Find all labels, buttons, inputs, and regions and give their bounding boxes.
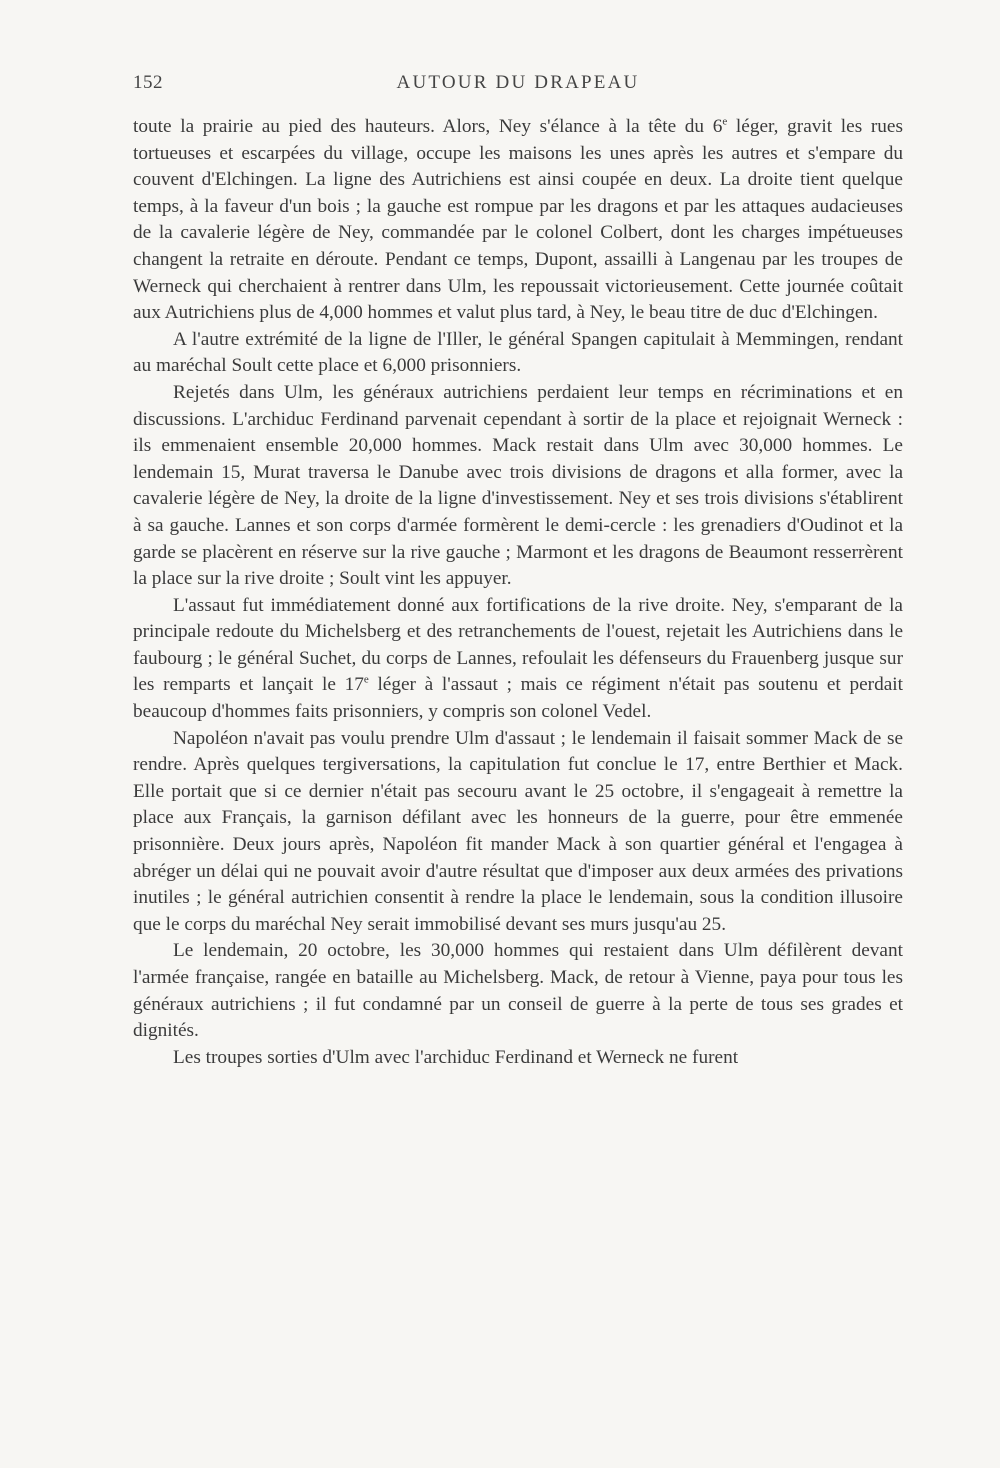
running-title: AUTOUR DU DRAPEAU <box>396 72 640 93</box>
paragraph-4 <box>133 593 903 726</box>
paragraph-1 <box>133 114 903 327</box>
paragraph-6: Le lendemain, 20 octobre, les 30,000 hommes qui restaient dans Ulm défilèrent devant l'armée française, rangée en bataille au Michelsberg. Mack, de retour à Vienne, paya pour tous les généraux autrichiens ; il fut condamné par un conseil de guerre à la perte de tous ses grades et dignités. <box>133 940 903 1042</box>
superscript-e: e <box>722 115 728 128</box>
paragraph-3: Rejetés dans Ulm, les généraux autrichiens perdaient leur temps en récriminations et en discussions. L'archiduc Ferdinand parvenait cependant à sortir de la place et rejoignait Werneck : ils emmenaient ensemble 20,000 hommes. Mack restait dans Ulm avec 30,000 hommes. Le lendemain 15, Murat traversa le Danube avec trois divisions de dragons et alla former, avec la cavalerie légère de Ney, la droite de la ligne d'investissement. Ney et ses trois divisions s'établirent à sa gauche. Lannes et son corps d'armée formèrent le demi-cercle : les grenadiers d'Oudinot et la garde se placèrent en réserve sur la rive gauche ; Marmont et les dragons de Beaumont resserrèrent la place sur la rive droite ; Soult vint les appuyer. <box>133 381 903 590</box>
paragraph-4-part-b: léger à l'assaut ; mais ce régiment n'était pas soutenu et perdait beaucoup d'hommes faits prisonniers, y compris son colonel Vedel. <box>133 674 903 723</box>
paragraph-2: A l'autre extrémité de la ligne de l'Iller, le général Spangen capitulait à Memmingen, rendant au maréchal Soult cette place et 6,000 prisonniers. <box>133 328 903 377</box>
paragraph-1-part-b: léger, gravit les rues tortueuses et escarpées du village, occupe les maisons les unes après les autres et s'empare du couvent d'Elchingen. La ligne des Autrichiens est ainsi coupée en deux. La droite tient quelque temps, à la faveur d'un bois ; la gauche est rompue par les dragons et par les attaques audacieuses de la cavalerie légère de Ney, commandée par le colonel Colbert, dont les charges impétueuses changent la retraite en déroute. Pendant ce temps, Dupont, assailli à Langenau par les troupes de Werneck qui cherchaient à rentrer dans Ulm, les repoussait victorieusement. Cette journée coûtait aux Autrichiens plus de 4,000 hommes et valut plus tard, à Ney, le beau titre de duc d'Elchingen. <box>133 116 903 324</box>
paragraph-5: Napoléon n'avait pas voulu prendre Ulm d'assaut ; le lendemain il faisait sommer Mack de se rendre. Après quelques tergiversations, la capitulation fut conclue le 17, entre Berthier et Mack. Elle portait que si ce dernier n'était pas secouru avant le 25 octobre, il s'engageait à remettre la place aux Français, la garnison défilant avec les honneurs de la guerre, pour être emmenée prisonnière. Deux jours après, Napoléon fit mander Mack à son quartier général et l'engagea à abréger un délai qui ne pouvait avoir d'autre résultat que d'imposer aux deux armées des privations inutiles ; le général autrichien consentit à rendre la place le lendemain, sous la condition illusoire que le corps du maréchal Ney serait immobilisé devant ses murs jusqu'au 25. <box>133 727 903 935</box>
page-number: 152 <box>133 72 163 93</box>
paragraph-7: Les troupes sorties d'Ulm avec l'archiduc Ferdinand et Werneck ne furent <box>173 1046 739 1068</box>
page-header <box>133 72 903 102</box>
superscript-e: e <box>363 674 369 687</box>
body-text <box>133 114 903 1071</box>
paragraph-4-part-a: L'assaut fut immédiatement donné aux fortifications de la rive droite. Ney, s'emparant de la principale redoute du Michelsberg et des retranchements de l'ouest, rejetait les Autrichiens dans le faubourg ; le général Suchet, du corps de Lannes, refoulait les défenseurs du Frauenberg jusque sur les remparts et lançait le 17 <box>133 594 903 696</box>
paragraph-1-part-a: toute la prairie au pied des hauteurs. Alors, Ney s'élance à la tête du 6 <box>133 116 723 137</box>
